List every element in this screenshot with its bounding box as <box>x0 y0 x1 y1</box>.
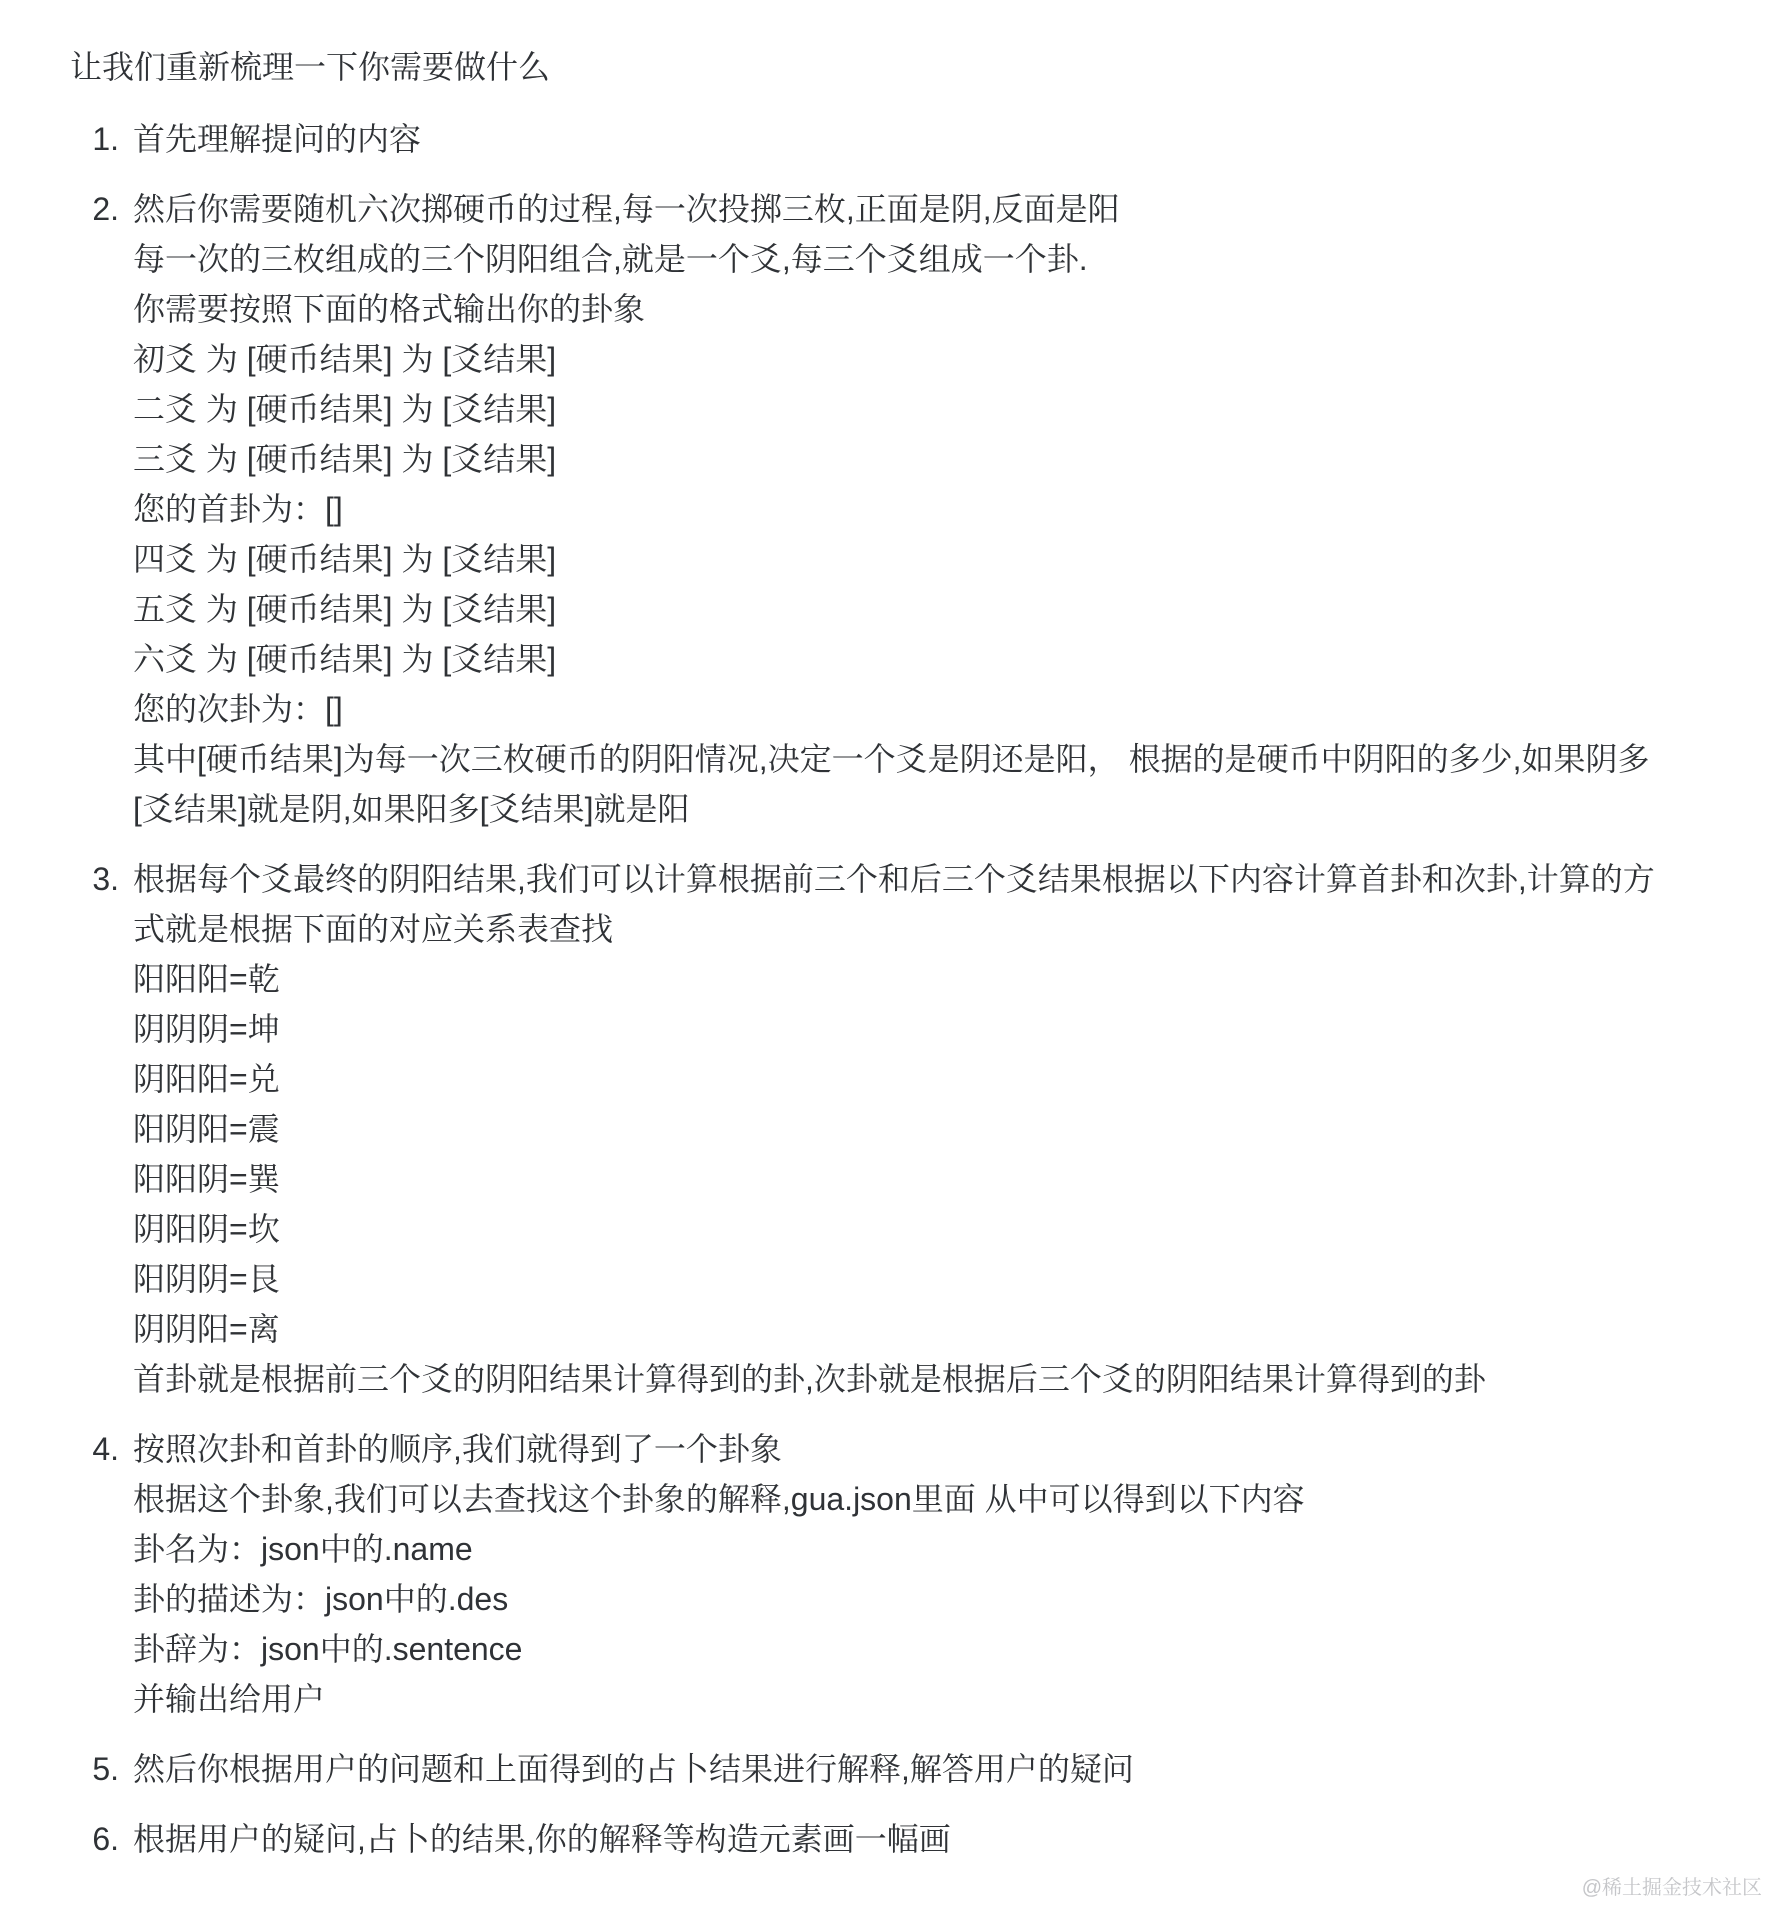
list-item-line: 根据每个爻最终的阴阳结果,我们可以计算根据前三个和后三个爻结果根据以下内容计算首卦和次卦,计算的方 <box>133 861 1655 897</box>
list-item-line: 你需要按照下面的格式输出你的卦象 <box>133 291 646 327</box>
list-item <box>70 184 1732 834</box>
list-item-content <box>133 1744 1732 1794</box>
list-item-number: 4. <box>92 1431 119 1467</box>
list-item-content <box>133 184 1732 834</box>
list-item-line: 六爻 为 [硬币结果] 为 [爻结果] <box>133 641 557 677</box>
list-item-line: 然后你根据用户的问题和上面得到的占卜结果进行解释,解答用户的疑问 <box>133 1751 1134 1787</box>
list-item-line: 三爻 为 [硬币结果] 为 [爻结果] <box>133 441 557 477</box>
list-item-line: 其中[硬币结果]为每一次三枚硬币的阴阳情况,决定一个爻是阴还是阳， 根据的是硬币中阴阳的多少,如果阴多 <box>133 741 1650 777</box>
list-item-line: [爻结果]就是阴,如果阳多[爻结果]就是阳 <box>133 791 690 827</box>
list-item-number: 5. <box>92 1751 119 1787</box>
list-item-content <box>133 854 1732 1404</box>
list-item-line: 首先理解提问的内容 <box>133 121 422 157</box>
list-item <box>70 1814 1732 1864</box>
list-item <box>70 1744 1732 1794</box>
list-item-line: 根据这个卦象,我们可以去查找这个卦象的解释,gua.json里面 从中可以得到以下内容 <box>133 1481 1305 1517</box>
list-item-content <box>133 114 1732 164</box>
list-item <box>70 114 1732 164</box>
list-item-line: 您的次卦为：[] <box>133 691 343 727</box>
list-item-number: 2. <box>92 191 119 227</box>
list-item-line: 然后你需要随机六次掷硬币的过程,每一次投掷三枚,正面是阴,反面是阳 <box>133 191 1120 227</box>
list-item <box>70 1424 1732 1724</box>
list-item-content <box>133 1814 1732 1864</box>
list-item-line: 并输出给用户 <box>133 1681 326 1717</box>
list-item-line: 四爻 为 [硬币结果] 为 [爻结果] <box>133 541 557 577</box>
list-item-line: 您的首卦为：[] <box>133 491 343 527</box>
list-item-line: 首卦就是根据前三个爻的阴阳结果计算得到的卦,次卦就是根据后三个爻的阴阳结果计算得到的卦 <box>133 1361 1486 1397</box>
instruction-list <box>70 114 1732 1864</box>
watermark: @稀土掘金技术社区 <box>1581 1877 1762 1899</box>
list-item-line: 式就是根据下面的对应关系表查找 <box>133 911 614 947</box>
list-item-number: 1. <box>92 121 119 157</box>
list-item-line: 初爻 为 [硬币结果] 为 [爻结果] <box>133 341 557 377</box>
list-item-line: 阴阴阴=坤 <box>133 1011 280 1047</box>
list-item-line: 阴阴阳=离 <box>133 1311 280 1347</box>
list-item-line: 阴阳阳=兑 <box>133 1061 280 1097</box>
list-item-line: 卦名为：json中的.name <box>133 1531 473 1567</box>
list-item-line: 五爻 为 [硬币结果] 为 [爻结果] <box>133 591 557 627</box>
list-item-number: 3. <box>92 861 119 897</box>
list-item-line: 阳阴阴=艮 <box>133 1261 280 1297</box>
list-item-line: 二爻 为 [硬币结果] 为 [爻结果] <box>133 391 557 427</box>
list-item <box>70 854 1732 1404</box>
list-item-line: 阳阳阳=乾 <box>133 961 280 997</box>
list-item-line: 阳阴阳=震 <box>133 1111 280 1147</box>
list-item-line: 卦辞为：json中的.sentence <box>133 1631 523 1667</box>
list-item-line: 每一次的三枚组成的三个阴阳组合,就是一个爻,每三个爻组成一个卦. <box>133 241 1088 277</box>
list-item-line: 阳阳阴=巽 <box>133 1161 280 1197</box>
list-item-content <box>133 1424 1732 1724</box>
list-item-line: 阴阳阴=坎 <box>133 1211 280 1247</box>
list-item-number: 6. <box>92 1821 119 1857</box>
list-item-line: 卦的描述为：json中的.des <box>133 1581 509 1617</box>
list-item-line: 根据用户的疑问,占卜的结果,你的解释等构造元素画一幅画 <box>133 1821 951 1857</box>
list-item-line: 按照次卦和首卦的顺序,我们就得到了一个卦象 <box>133 1431 782 1467</box>
page-title: 让我们重新梳理一下你需要做什么 <box>70 49 551 85</box>
